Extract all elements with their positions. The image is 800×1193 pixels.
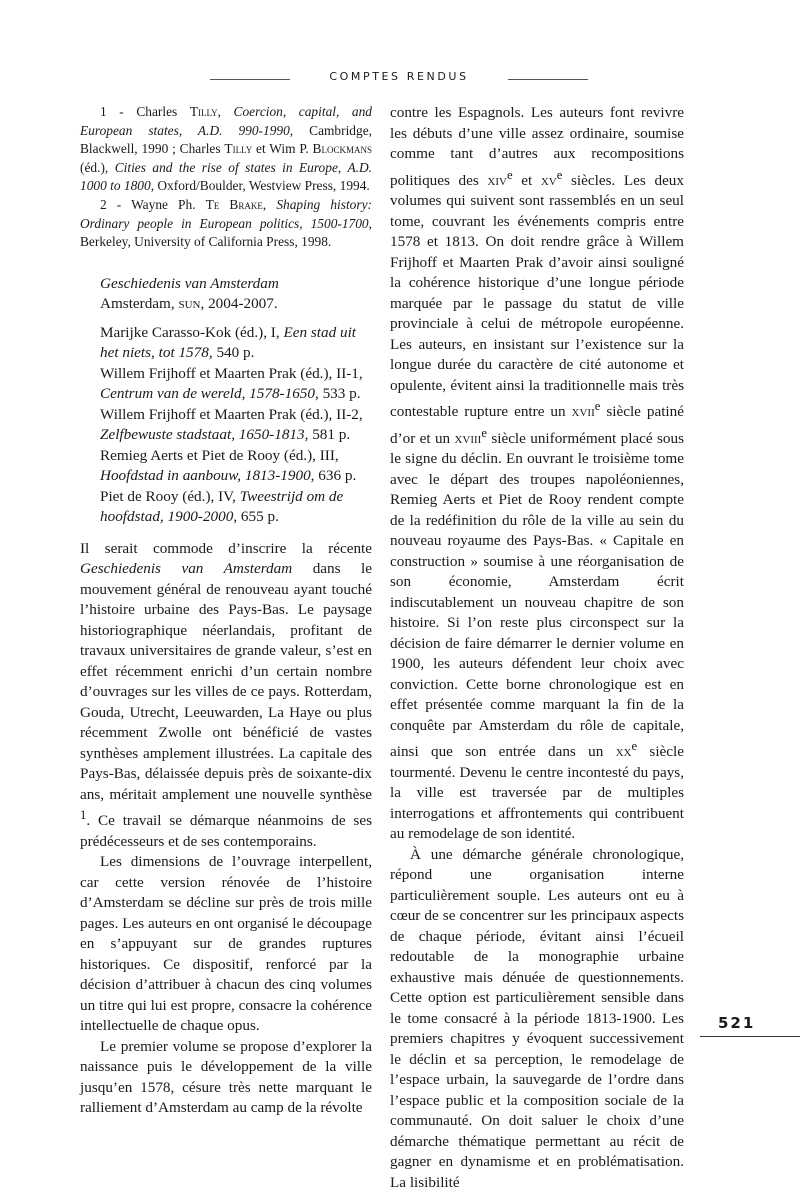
- right-column: [390, 103, 684, 1193]
- left-column: [80, 103, 372, 1119]
- footnotes: [80, 103, 372, 252]
- body-text-left: [80, 539, 372, 1119]
- reference-volume: Marijke Carasso-Kok (éd.), I, Een stad uit het niets, tot 1578, 540 p.: [100, 323, 357, 362]
- footnote-1: 1 - Charles Tilly, Coercion, capital, and European states, A.D. 990-1990, Cambridge, Blackwell, 1990 ; Charles Tilly et Wim P. Blockmans (éd.), Cities and the rise of states in Europe, A.D. 1000 to 1800, Oxford/Boulder, Westview Press, 1994.: [80, 104, 373, 194]
- header-rule-left: [210, 79, 290, 80]
- paragraph: À une démarche générale chronologique, répond une organisation interne particulièrement souple. Les auteurs ont eu à cœur de se concentrer sur les principaux aspects de chaque période, évitant ainsi l’écueil redoutable de la monographie urbaine exhaustive mais dénuée de questionnements. Cette option est particulièrement sensible dans le tome consacré à la période 1813-1900. Les premiers chapitres y évoquent successivement le déclin et sa perception, le remodelage de l’espace urbain, la sauvegarde de l’ordre dans l’espace public et la composition sociale de la communauté. On doit saluer le choix d’une démarche thématique permettant au récit de gagner en dynamisme et en problématisation. La lisibilité: [390, 845, 684, 1191]
- reference-volume: Piet de Rooy (éd.), IV, Tweestrijd om de hoofdstad, 1900-2000, 655 p.: [100, 487, 344, 526]
- header-rule-right: [508, 79, 588, 80]
- paragraph: Le premier volume se propose d’explorer la naissance puis le développement de la ville jusqu’en 1578, césure très nette marquant le ralliement d’Amsterdam au camp de la révolte: [80, 1037, 372, 1117]
- paragraph: contre les Espagnols. Les auteurs font revivre les débuts d’une ville assez ordinaire, soumise comme tant d’autres aux recompositions politiques des xiv$^e$ et $xv^e$ siècles. Les deux volumes qui suivent sont rassemblés en un seul tome, couvrant les événements compris entre 1578 et 1813. On doit rendre grâce à Willem Frijhoff et Maarten Prak d’avoir ainsi souligné la cohérence historique d’une longue période marquée par le passage du statut de ville provinciale à celui de métropole européenne. Les auteurs, en insistant sur l’existence sur la longue durée du caractère de cité autonome et opulente, évitent ainsi la traditionnelle mais très contestable rupture entre un xvii$^e$ siècle patiné d’or et un xviii$^e$ siècle uniformément placé sous le signe du déclin. En ouvrant le troisième tome avec le départ des troupes napoléoniennes, Remieg Aerts et Piet de Rooy rendent compte de la redéfinition du rôle de la ville au sein du nouveau royaume des Pays-Bas. « Capitale en construction » soumise à une réorganisation de son économie, Amsterdam écrit indiscutablement un nouveau chapitre de son histoire. Si l’on reste plus circonspect sur la décision de faire démarrer le dernier volume en 1900, les auteurs défendent leur choix avec conviction. Cette borne chronologique est en effet présentée comme marquant la fin de la conquête par Amsterdam du rôle de capitale, ainsi que son entrée dans un $xx^e$ siècle tourmenté. Devenu le centre incontesté du pays, la ville est traversée par de multiples interrogations et affrontements qui contribuent au remodelage de son identité.: [390, 104, 684, 843]
- book-reference: [80, 274, 372, 528]
- paragraph: Les dimensions de l’ouvrage interpellent, car cette version rénovée de l’histoire d’Amsterdam se décline sur près de trois mille pages. Les auteurs en ont organisé le découpage en s’appuyant sur de grandes ruptures historiques. Ce dispositif, renforcé par la décision d’attribuer à chacun des cinq volumes un titre qui lui est propre, consacre la cohérence intellectuelle de chaque opus.: [80, 853, 372, 1035]
- reference-volume: Willem Frijhoff et Maarten Prak (éd.), II-1, Centrum van de wereld, 1578-1650, 533 p.: [100, 364, 363, 403]
- reference-volume: Willem Frijhoff et Maarten Prak (éd.), II-2, Zelfbewuste stadstaat, 1650-1813, 581 p.: [100, 405, 363, 444]
- paragraph: Il serait commode d’inscrire la récente Geschiedenis van Amsterdam dans le mouvement général de renouveau ayant touché l’histoire urbaine des Pays-Bas. Le paysage historiographique néerlandais, profitant de travaux universitaires de grande valeur, s’est en effet récemment enrichi d’un certain nombre d’ouvrages sur les villes de ce pays. Rotterdam, Gouda, Utrecht, Leeuwarden, La Haye ou plus récemment Zwolle ont bénéficié de vastes synthèses amplement illustrées. La capitale des Pays-Bas, délaissée depuis près de soixante-dix ans, méritait amplement une nouvelle synthèse $^1$. Ce travail se démarque néanmoins de ses prédécesseurs et de ses contemporains.: [80, 539, 372, 850]
- reference-publisher: Amsterdam, sun, 2004-2007.: [100, 295, 278, 313]
- header-title: COMPTES RENDUS: [329, 70, 469, 83]
- reference-volume: Remieg Aerts et Piet de Rooy (éd.), III, Hoofdstad in aanbouw, 1813-1900, 636 p.: [100, 446, 357, 485]
- page-number: 521: [700, 1014, 800, 1037]
- footnote-2: 2 - Wayne Ph. Te Brake, Shaping history: Ordinary people in European politics, 1500-1700, Berkeley, University of California Press, 1998.: [80, 196, 372, 250]
- reference-title: Geschiedenis van Amsterdam: [100, 274, 279, 292]
- footnote-ref: 1: [80, 808, 87, 823]
- running-header: [0, 70, 800, 90]
